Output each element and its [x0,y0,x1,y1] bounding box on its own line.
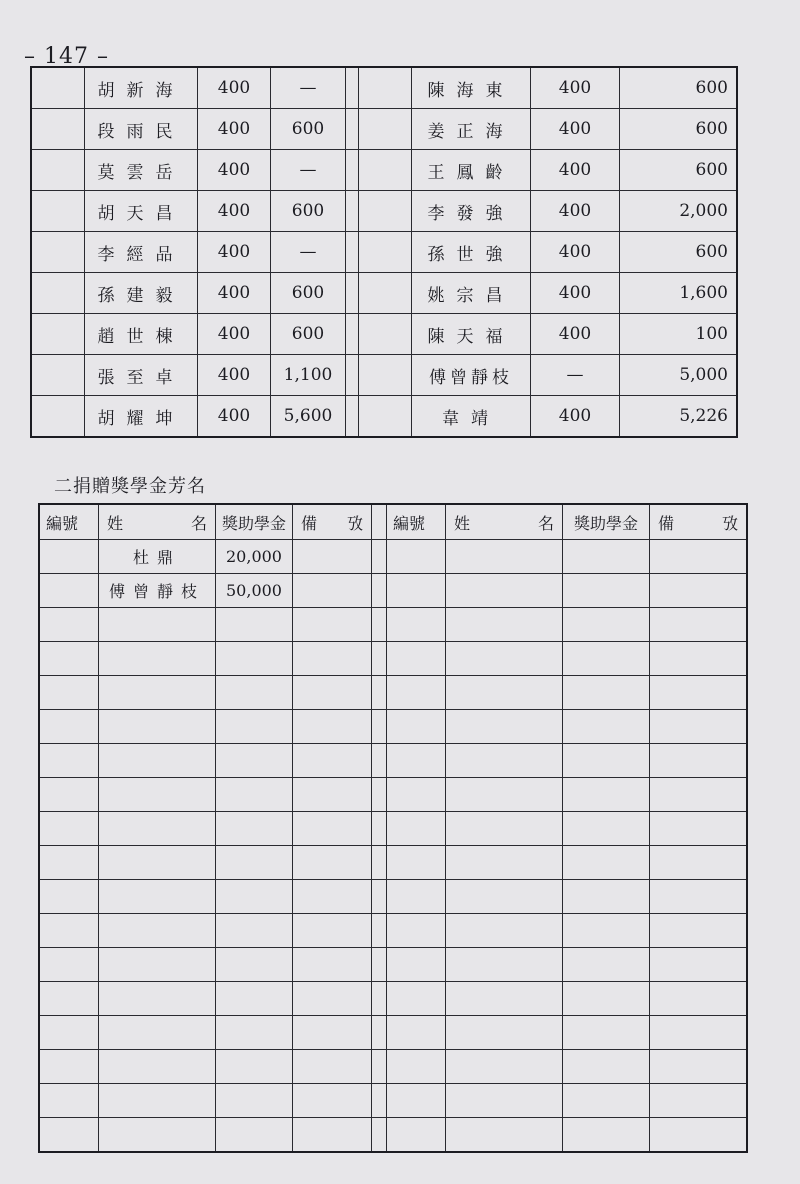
row-number-cell [359,314,412,355]
donor-name: 傅曾靜枝 [412,355,531,396]
amount-a: 400 [531,273,620,314]
column-gap [346,232,359,273]
row-number-cell [359,191,412,232]
empty-cell [563,1016,650,1050]
table-row [31,314,737,355]
amount-a: 400 [198,150,271,191]
donor-name: 李經品 [85,232,198,273]
empty-cell [293,1050,372,1084]
row-number-cell [359,355,412,396]
donor-name: 張至卓 [85,355,198,396]
empty-cell [387,880,446,914]
empty-cell [216,812,293,846]
column-gap [346,191,359,232]
row-number-cell [359,232,412,273]
amount-b: 600 [271,109,346,150]
empty-cell [293,642,372,676]
empty-cell [387,574,446,608]
column-gap [372,982,387,1016]
column-gap [372,540,387,574]
empty-cell [650,540,748,574]
amount-a: 400 [198,67,271,109]
column-gap [372,948,387,982]
empty-cell [293,846,372,880]
empty-cell [446,608,563,642]
column-gap [346,273,359,314]
table-row [39,812,747,846]
empty-cell [216,948,293,982]
empty-cell [99,812,216,846]
empty-cell [293,1118,372,1153]
donor-name: 李發強 [412,191,531,232]
donor-name: 王鳳齡 [412,150,531,191]
empty-cell [293,540,372,574]
empty-cell [216,642,293,676]
empty-cell [293,914,372,948]
empty-cell [99,1016,216,1050]
empty-cell [650,642,748,676]
donor-name: 胡新海 [85,67,198,109]
amount-b: — [271,232,346,273]
empty-cell [563,914,650,948]
empty-cell [216,880,293,914]
empty-cell [446,744,563,778]
empty-cell [446,642,563,676]
row-number-cell [359,109,412,150]
empty-cell [293,1084,372,1118]
empty-cell [99,778,216,812]
column-gap [372,710,387,744]
empty-cell [446,574,563,608]
empty-cell [650,914,748,948]
amount-a: 400 [198,396,271,438]
empty-cell [446,982,563,1016]
table-row [31,150,737,191]
empty-cell [293,676,372,710]
empty-cell [446,1016,563,1050]
header-name-2 [446,504,563,540]
amount-a: 400 [198,232,271,273]
empty-cell [563,778,650,812]
amount-a: 400 [531,396,620,438]
empty-cell [216,778,293,812]
empty-cell [99,948,216,982]
header-remark-right: 攷 [346,513,363,533]
row-number-cell [31,109,85,150]
row-number-cell [31,396,85,438]
empty-cell [39,778,99,812]
scholarship-amount: 50,000 [216,574,293,608]
empty-cell [650,1050,748,1084]
column-gap [372,1050,387,1084]
empty-cell [293,608,372,642]
amount-a: 400 [198,109,271,150]
amount-b: 600 [620,232,738,273]
row-number-cell [31,273,85,314]
empty-cell [650,1084,748,1118]
header-name-right-2: 名 [537,513,554,533]
empty-cell [650,710,748,744]
column-gap [372,778,387,812]
empty-cell [563,540,650,574]
empty-cell [293,744,372,778]
table-row [39,846,747,880]
column-gap [372,880,387,914]
empty-cell [39,1084,99,1118]
empty-cell [216,982,293,1016]
empty-cell [387,676,446,710]
empty-cell [446,1084,563,1118]
header-no-2: 編號 [387,504,446,540]
table-row [39,1050,747,1084]
section-title: 二捐贈獎學金芳名 [54,476,206,497]
table-row [39,948,747,982]
empty-cell [39,1050,99,1084]
empty-cell [387,778,446,812]
empty-cell [39,574,99,608]
row-number-cell [359,273,412,314]
empty-cell [563,574,650,608]
empty-cell [650,982,748,1016]
amount-b: 1,100 [271,355,346,396]
empty-cell [650,1016,748,1050]
amount-a: 400 [198,314,271,355]
empty-cell [39,744,99,778]
empty-cell [99,880,216,914]
empty-cell [446,880,563,914]
row-number-cell [31,191,85,232]
empty-cell [39,880,99,914]
table-row [31,355,737,396]
amount-a: 400 [198,191,271,232]
empty-cell [99,608,216,642]
empty-cell [216,846,293,880]
amount-b: 5,600 [271,396,346,438]
column-gap [346,396,359,438]
column-gap [372,914,387,948]
empty-cell [99,1084,216,1118]
row-number-cell [31,314,85,355]
column-gap [372,642,387,676]
column-gap [346,314,359,355]
empty-cell [387,1118,446,1153]
empty-cell [99,914,216,948]
empty-cell [99,710,216,744]
amount-b: 600 [271,273,346,314]
empty-cell [387,1050,446,1084]
amount-b: 5,000 [620,355,738,396]
column-gap [346,150,359,191]
header-remark-left-2: 備 [658,513,675,533]
empty-cell [387,948,446,982]
empty-cell [39,608,99,642]
table-row [39,1084,747,1118]
table-row [31,232,737,273]
header-gap [372,504,387,540]
empty-cell [99,642,216,676]
scholarship-amount: 20,000 [216,540,293,574]
table-row [31,396,737,438]
empty-cell [216,1118,293,1153]
empty-cell [446,846,563,880]
row-number-cell [31,150,85,191]
empty-cell [99,982,216,1016]
scholarship-table [38,503,748,1153]
empty-cell [650,608,748,642]
row-number-cell [359,396,412,438]
empty-cell [387,914,446,948]
amount-b: — [271,67,346,109]
empty-cell [650,812,748,846]
empty-cell [563,948,650,982]
amount-b: 600 [271,191,346,232]
donor-name: 孫世強 [412,232,531,273]
donor-name: 姜正海 [412,109,531,150]
donor-name: 孫建毅 [85,273,198,314]
donor-name: 姚宗昌 [412,273,531,314]
empty-cell [563,744,650,778]
amount-a: 400 [531,67,620,109]
amount-b: 600 [620,150,738,191]
column-gap [372,846,387,880]
column-gap [372,1016,387,1050]
empty-cell [446,1050,563,1084]
amount-a: 400 [531,109,620,150]
donor-name: 胡天昌 [85,191,198,232]
empty-cell [293,778,372,812]
empty-cell [99,676,216,710]
empty-cell [650,1118,748,1153]
empty-cell [650,778,748,812]
empty-cell [563,812,650,846]
header-amount: 獎助學金 [216,504,293,540]
amount-a: 400 [531,314,620,355]
table-row [39,574,747,608]
table-row [39,1016,747,1050]
empty-cell [563,880,650,914]
empty-cell [650,744,748,778]
amount-b: 100 [620,314,738,355]
header-amount-2: 獎助學金 [563,504,650,540]
empty-cell [563,1084,650,1118]
empty-cell [216,710,293,744]
header-remark [293,504,372,540]
empty-cell [216,608,293,642]
header-name-right: 名 [190,513,207,533]
donor-table [30,66,738,438]
amount-b: 1,600 [620,273,738,314]
row-number-cell [31,355,85,396]
empty-cell [563,710,650,744]
empty-cell [216,1084,293,1118]
table-row [31,191,737,232]
empty-cell [387,642,446,676]
table-row [39,1118,747,1153]
header-remark-right-2: 攷 [721,513,738,533]
column-gap [372,744,387,778]
empty-cell [99,1118,216,1153]
donor-name: 陳海東 [412,67,531,109]
table-row [31,273,737,314]
empty-cell [293,710,372,744]
empty-cell [293,574,372,608]
empty-cell [387,846,446,880]
column-gap [346,67,359,109]
donor-name: 段雨民 [85,109,198,150]
table-row [39,608,747,642]
amount-a: 400 [531,191,620,232]
empty-cell [446,812,563,846]
empty-cell [563,982,650,1016]
empty-cell [563,676,650,710]
donor-name: 趙世棟 [85,314,198,355]
empty-cell [99,744,216,778]
table-row [31,109,737,150]
empty-cell [387,1016,446,1050]
empty-cell [39,1118,99,1153]
row-number-cell [359,67,412,109]
empty-cell [446,540,563,574]
amount-b: 600 [620,67,738,109]
empty-cell [39,948,99,982]
empty-cell [39,812,99,846]
amount-a: 400 [198,273,271,314]
empty-cell [563,642,650,676]
header-name-left: 姓 [107,513,124,533]
amount-a: 400 [198,355,271,396]
empty-cell [446,948,563,982]
empty-cell [39,914,99,948]
empty-cell [293,880,372,914]
table-row [39,914,747,948]
table-row [39,676,747,710]
empty-cell [39,642,99,676]
empty-cell [446,778,563,812]
empty-cell [387,744,446,778]
column-gap [346,109,359,150]
empty-cell [39,982,99,1016]
empty-cell [293,812,372,846]
amount-b: 600 [620,109,738,150]
header-no: 編號 [39,504,99,540]
empty-cell [39,846,99,880]
header-remark-left: 備 [301,513,318,533]
amount-a: 400 [531,232,620,273]
empty-cell [563,1118,650,1153]
donor-name: 胡耀坤 [85,396,198,438]
empty-cell [293,1016,372,1050]
empty-cell [446,1118,563,1153]
scholar-donor-name: 傅曾靜枝 [99,574,216,608]
empty-cell [446,710,563,744]
column-gap [372,676,387,710]
scholar-donor-name: 杜鼎 [99,540,216,574]
empty-cell [39,540,99,574]
table-row [31,67,737,109]
empty-cell [387,812,446,846]
empty-cell [293,948,372,982]
empty-cell [216,676,293,710]
empty-cell [650,948,748,982]
donor-name: 韋靖 [412,396,531,438]
header-row [39,504,747,540]
empty-cell [650,846,748,880]
empty-cell [650,880,748,914]
empty-cell [216,914,293,948]
donor-name: 陳天福 [412,314,531,355]
amount-a: 400 [531,150,620,191]
empty-cell [387,982,446,1016]
empty-cell [563,846,650,880]
empty-cell [563,608,650,642]
empty-cell [650,574,748,608]
table-row [39,642,747,676]
empty-cell [39,676,99,710]
page-number: – 147 – [24,44,109,69]
amount-b: 2,000 [620,191,738,232]
column-gap [372,1118,387,1153]
table-row [39,540,747,574]
header-name-left-2: 姓 [454,513,471,533]
empty-cell [563,1050,650,1084]
amount-b: — [271,150,346,191]
empty-cell [39,710,99,744]
header-name [99,504,216,540]
header-remark-2 [650,504,748,540]
table-row [39,744,747,778]
empty-cell [99,846,216,880]
empty-cell [387,608,446,642]
column-gap [372,812,387,846]
amount-a: — [531,355,620,396]
column-gap [372,608,387,642]
column-gap [346,355,359,396]
empty-cell [216,1016,293,1050]
donor-name: 莫雲岳 [85,150,198,191]
row-number-cell [359,150,412,191]
amount-b: 5,226 [620,396,738,438]
empty-cell [216,744,293,778]
empty-cell [446,914,563,948]
table-row [39,880,747,914]
empty-cell [387,540,446,574]
empty-cell [216,1050,293,1084]
column-gap [372,574,387,608]
table-row [39,982,747,1016]
table-row [39,710,747,744]
column-gap [372,1084,387,1118]
empty-cell [99,1050,216,1084]
empty-cell [293,982,372,1016]
table-row [39,778,747,812]
row-number-cell [31,67,85,109]
empty-cell [387,1084,446,1118]
row-number-cell [31,232,85,273]
empty-cell [39,1016,99,1050]
empty-cell [446,676,563,710]
empty-cell [650,676,748,710]
empty-cell [387,710,446,744]
amount-b: 600 [271,314,346,355]
